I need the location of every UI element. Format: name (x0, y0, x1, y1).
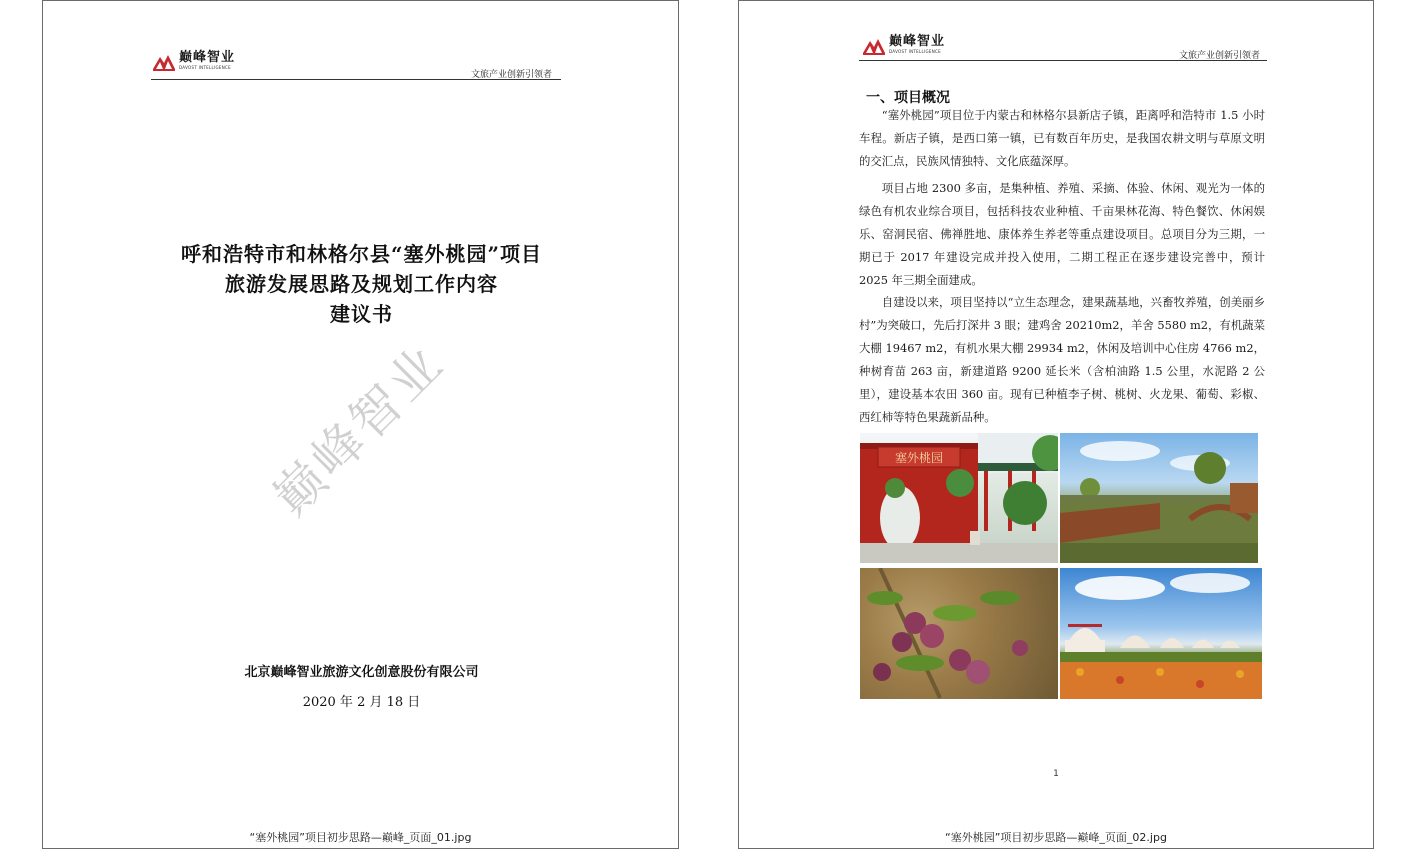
photo-yurts-flowers (1060, 568, 1262, 699)
document-title (103, 239, 620, 329)
watermark: 巅峰智业 (261, 332, 456, 527)
document-page-1 (42, 0, 679, 849)
logo-subtitle: DAVOST INTELLIGENCE (179, 64, 231, 70)
header-rule (151, 79, 561, 80)
logo-name: 巅峰智业 (179, 49, 236, 65)
photo-red-gate (860, 433, 1058, 563)
paragraph-scale: 项目占地 2300 多亩，是集种植、养殖、采摘、体验、休闲、观光为一体的绿色有机农业综合项目，包括科技农业种植、千亩果林花海、特色餐饮、休闲娱乐、窑洞民宿、佛禅胜地、康体养生养老等重点建设项目。总项目分为三期，一期已于 2017 年建设完成并投入使用，二期工程正在逐步建设完善中，预计 2025 年三期全面建成。 (859, 181, 1265, 287)
page-2-filename: “塞外桃园”项目初步思路—巅峰_页面_02.jpg (945, 831, 1167, 844)
logo-name: 巅峰智业 (889, 33, 946, 49)
photo-pond-bridge (1060, 433, 1258, 563)
paragraph-location: “塞外桃园”项目位于内蒙古和林格尔县新店子镇，距离呼和浩特市 1.5 小时车程。新店子镇，是西口第一镇，已有数百年历史，是我国农耕文明与草原文明的交汇点，民族风情独特、文化底蕴深厚。 (859, 108, 1265, 168)
logo-subtitle: DAVOST INTELLIGENCE (889, 48, 941, 54)
gate-sign-text: 塞外桃园 (894, 451, 944, 465)
section-title: 一、项目概况 (866, 90, 950, 106)
document-page-2 (738, 0, 1374, 849)
title-line-1: 呼和浩特市和林格尔县“塞外桃园”项目 (180, 242, 542, 266)
page-1-filename: “塞外桃园”项目初步思路—巅峰_页面_01.jpg (249, 831, 472, 844)
document-date: 2020 年 2 月 18 日 (302, 695, 421, 710)
title-line-2: 旅游发展思路及规划工作内容 (225, 272, 498, 296)
header-rule (859, 60, 1267, 61)
page-number: 1 (1053, 769, 1059, 779)
photo-plums (860, 568, 1058, 699)
logo-mountain-icon (153, 49, 175, 71)
header-tagline: 文旅产业创新引领者 (471, 70, 553, 80)
header-tagline: 文旅产业创新引领者 (1179, 51, 1261, 61)
company-logo (863, 33, 945, 55)
logo-mountain-icon (863, 33, 885, 55)
company-name: 北京巅峰智业旅游文化创意股份有限公司 (244, 665, 479, 680)
paragraph-construction: 自建设以来，项目坚持以“立生态理念，建果蔬基地，兴畜牧养殖，创美丽乡村”为突破口，先后打深井 3 眼；建鸡舍 20210m2，羊舍 5580 m2，有机蔬菜大棚 19467 m2，有机水果大棚 29934 m2，休闲及培训中心住房 4766 m2，种树育苗 263 亩，新建道路 9200 延长米（含柏油路 1.5 公里，水泥路 2 公里），建设基本农田 360 亩。现有已种植李子树、桃树、火龙果、葡萄、彩椒、西红柿等特色果蔬新品种。 (859, 295, 1265, 424)
title-line-3: 建议书 (330, 302, 393, 326)
company-logo (153, 49, 235, 71)
